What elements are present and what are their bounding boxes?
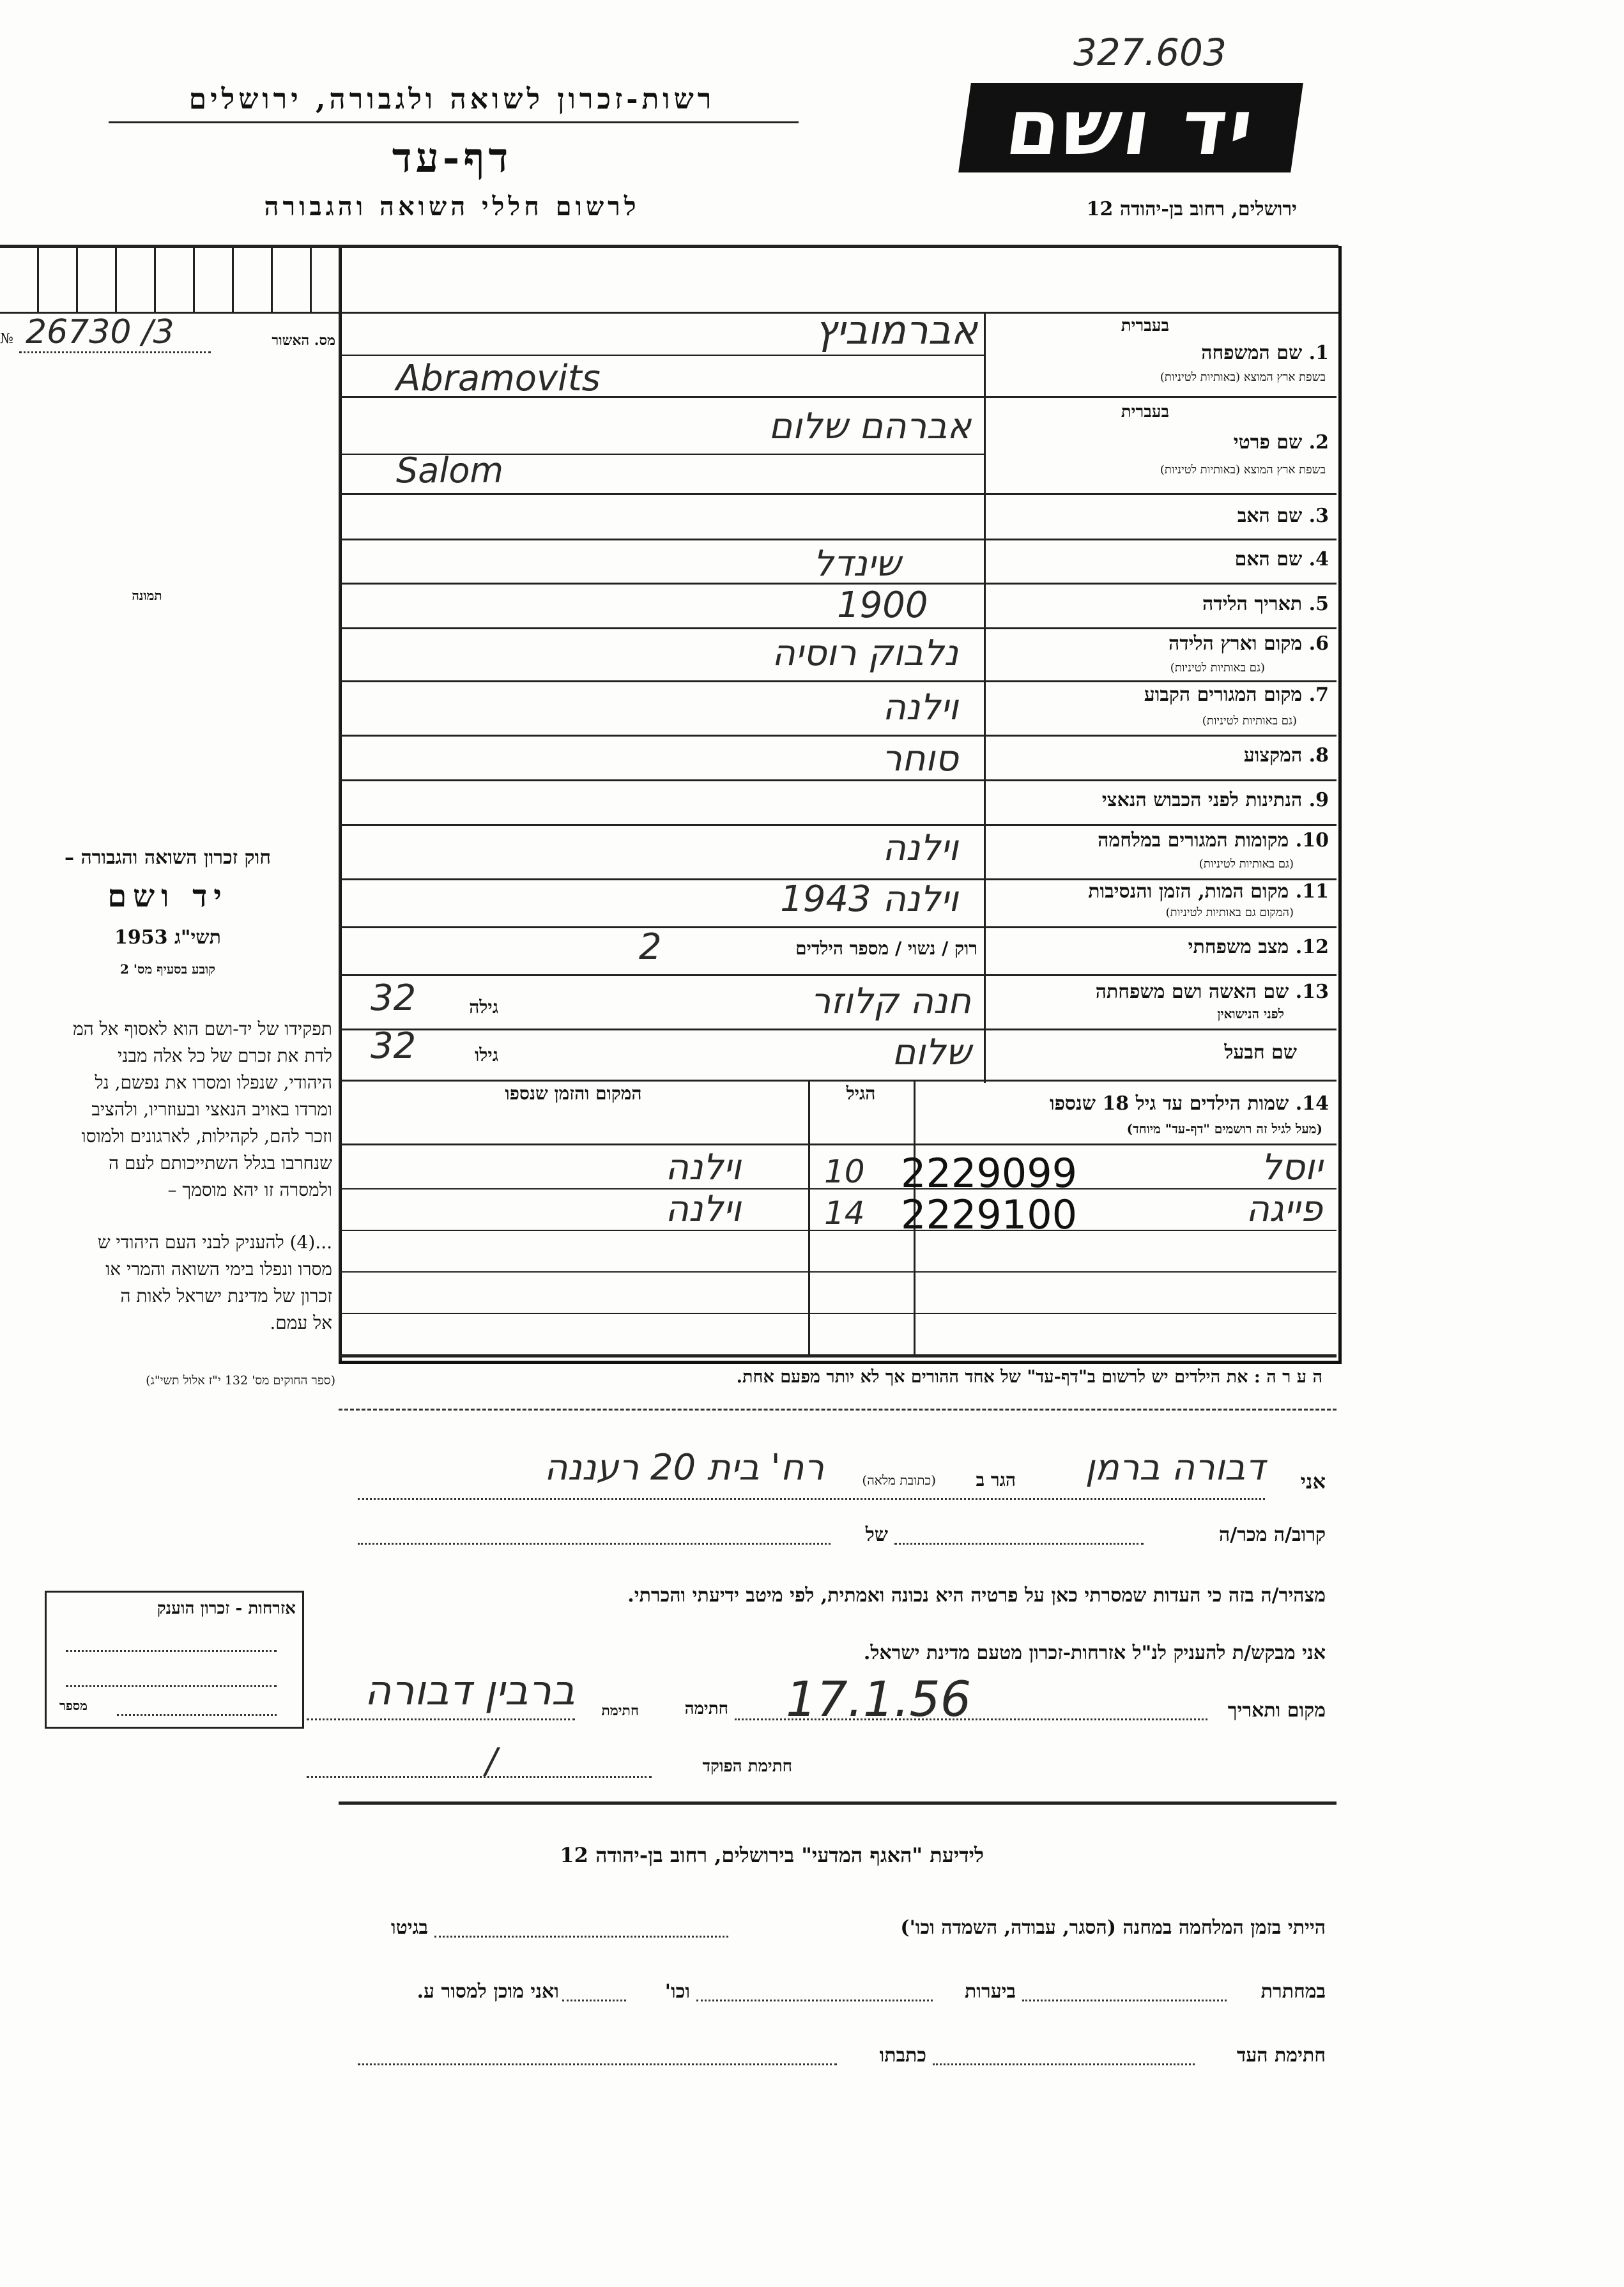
law-line: ...(4) להעניק לבני העם היהודי ש bbox=[97, 1232, 332, 1253]
logo-text: יד ושם bbox=[1000, 83, 1261, 172]
field11-value[interactable]: וילנה 1943 bbox=[780, 878, 958, 920]
field8-value[interactable]: סוחר bbox=[882, 738, 958, 779]
field13-num: 13. bbox=[1295, 981, 1329, 1003]
footer-dots bbox=[696, 2000, 933, 2001]
field1-text: שם המשפחה bbox=[1201, 342, 1303, 364]
field13-text: שם האשה ושם משפחתה bbox=[1095, 981, 1289, 1003]
children-title-text: שמות הילדים עד גיל 18 שנספו bbox=[1049, 1092, 1289, 1115]
field5-label bbox=[990, 593, 1329, 615]
decl-place-date[interactable]: 17.1.56 bbox=[786, 1671, 972, 1727]
field1-lang2: בשפת ארץ המוצא (באותיות לטיניות) bbox=[1160, 371, 1326, 384]
authority-title: רשות-זכרון לשואה ולגבורה, ירושלים bbox=[188, 83, 716, 116]
citizenship-title: אזרחות - זכרון הוענק bbox=[157, 1599, 296, 1618]
field4-text: שם האם bbox=[1234, 548, 1303, 570]
decl-ani: אני bbox=[1300, 1469, 1326, 1494]
law-line: היהודי, שנפלו ומסרו את נפשם, נל bbox=[95, 1072, 332, 1093]
field9-num: 9. bbox=[1308, 789, 1329, 811]
field1-num: 1. bbox=[1308, 342, 1329, 364]
row-sep bbox=[339, 680, 1337, 682]
children-row-sep bbox=[339, 1271, 1337, 1273]
law-section: קובע בסעיף מס' 2 bbox=[120, 961, 215, 977]
decl-dots bbox=[735, 1718, 1207, 1720]
field13-age[interactable]: 32 bbox=[371, 977, 417, 1019]
field10-value[interactable]: וילנה bbox=[882, 827, 958, 869]
decl-dots bbox=[307, 1718, 575, 1720]
field6-text: מקום וארץ הלידה bbox=[1168, 632, 1303, 655]
law-footnote: (ספר החוקים מס' 132 י"ז אלול תשי"ג) bbox=[146, 1373, 335, 1388]
husband-label: שם חבעל bbox=[1224, 1041, 1297, 1064]
footer-line2-d: ואני מוכן למסור ע. bbox=[417, 1980, 559, 2003]
photo-label: תמונה bbox=[132, 588, 162, 603]
note-line: ה ע ר ה : את הילדים יש לרשום ב"דף-עד" של אחד ההורים אך לא יותר מפעם אחת. bbox=[736, 1367, 1322, 1387]
row-sep bbox=[339, 926, 1337, 928]
decl-gar: הגר ב bbox=[976, 1469, 1016, 1490]
citizenship-number-label: מספר bbox=[59, 1698, 88, 1713]
law-year: תשי"ג 1953 bbox=[114, 926, 221, 949]
field2-label bbox=[990, 431, 1329, 454]
decl-dots bbox=[358, 1543, 831, 1545]
footer-heading: לידיעת "האגף המדעי" בירושלים, רחוב בן-יהודה 12 bbox=[560, 1843, 984, 1867]
decl-relative: קרוב/ה מכר/ה bbox=[1219, 1524, 1326, 1546]
footer-line2-a: במחתרת bbox=[1260, 1980, 1326, 2003]
row-sep bbox=[339, 493, 1337, 495]
row-sep bbox=[339, 1029, 1337, 1030]
field11-label bbox=[990, 880, 1329, 903]
row-sep bbox=[339, 974, 1337, 976]
decl-request: אני מבקש/ת להעניק לנ"ל אזרחות-זכרון מטעם מדינת ישראל. bbox=[863, 1642, 1326, 1664]
field13-value[interactable]: חנה קלוזר bbox=[810, 981, 971, 1022]
field3-label bbox=[990, 505, 1329, 527]
yad-vashem-logo bbox=[958, 83, 1303, 172]
field12-num: 12. bbox=[1295, 936, 1329, 958]
field7-label bbox=[990, 684, 1329, 706]
field11-text: מקום המות, הזמן והנסיבות bbox=[1088, 880, 1289, 903]
children-title bbox=[920, 1092, 1329, 1115]
children-note: (מעל לגיל זה רושמים "דף-עד" מיוחד) bbox=[1126, 1121, 1322, 1136]
field12-value[interactable]: 2 bbox=[639, 926, 662, 968]
field2-lang1: בעברית bbox=[1121, 402, 1169, 422]
field3-text: שם האב bbox=[1237, 505, 1303, 527]
field10-label bbox=[990, 829, 1329, 852]
field13-sub: לפני הנישואין bbox=[1217, 1006, 1284, 1021]
field6-value[interactable]: נלבוק רוסיה bbox=[772, 632, 958, 674]
field5-text: תאריך הלידה bbox=[1202, 593, 1303, 615]
field4-label bbox=[990, 548, 1329, 570]
decl-official-label: חתימת הפוקד bbox=[702, 1757, 792, 1776]
field4-value[interactable]: שינדל bbox=[813, 543, 901, 585]
field10-num: 10. bbox=[1295, 829, 1329, 852]
field12-options: רוק / נשוי / מספר הילדים bbox=[795, 938, 977, 959]
child-age[interactable]: 10 bbox=[824, 1153, 865, 1190]
child-id: 2229099 bbox=[901, 1150, 1078, 1197]
field7-value[interactable]: וילנה bbox=[882, 687, 958, 728]
footer-line2-b: ביערות bbox=[964, 1980, 1016, 2003]
citizenship-dots bbox=[66, 1685, 277, 1687]
footer-line1-b: בגיטו bbox=[390, 1916, 428, 1939]
row-sep bbox=[339, 1080, 1337, 1082]
footer-line3-a: חתימת העד bbox=[1236, 2044, 1326, 2067]
field13-age-label: גילה bbox=[469, 997, 498, 1018]
header-rule bbox=[0, 312, 1338, 314]
form-subtitle: לרשום חללי השואה והגבורה bbox=[264, 192, 640, 222]
field10-text: מקומות המגורים במלחמה bbox=[1098, 829, 1289, 852]
row-sep bbox=[339, 735, 1337, 737]
row-sep bbox=[339, 627, 1337, 629]
field5-value[interactable]: 1900 bbox=[837, 585, 928, 626]
registration-no-prefix: № bbox=[0, 331, 13, 347]
field1-label bbox=[990, 342, 1329, 364]
field7-sub: (גם באותיות לטיניות) bbox=[1202, 714, 1297, 728]
footer-line3-b: כתבתו bbox=[879, 2044, 926, 2067]
field8-text: המקצוע bbox=[1243, 744, 1303, 767]
decl-signature[interactable]: ברבין דבורה bbox=[364, 1667, 575, 1715]
footer-top-rule bbox=[339, 1801, 1337, 1805]
decl-full-addr: (כתובת מלאה) bbox=[862, 1472, 936, 1488]
field13-label bbox=[990, 981, 1329, 1003]
field6-num: 6. bbox=[1308, 632, 1329, 655]
row-sep bbox=[339, 779, 1337, 781]
archive-serial: 327.603 bbox=[1073, 31, 1227, 74]
citizenship-dots bbox=[66, 1650, 277, 1652]
field1-value-latin[interactable]: Abramovits bbox=[396, 358, 601, 399]
law-text bbox=[0, 1016, 332, 1336]
children-col-place: המקום והזמן שנספו bbox=[505, 1083, 642, 1104]
children-row-sep bbox=[339, 1313, 1337, 1314]
field6-sub: (גם באותיות לטיניות) bbox=[1170, 661, 1265, 675]
decl-dots bbox=[358, 1498, 1265, 1500]
field5-num: 5. bbox=[1308, 593, 1329, 615]
citizenship-dots bbox=[117, 1714, 277, 1716]
children-col-age: הגיל bbox=[846, 1083, 876, 1104]
field12-text: מצב משפחתי bbox=[1188, 936, 1289, 958]
child-age[interactable]: 14 bbox=[824, 1195, 865, 1232]
note-top-rule bbox=[339, 1354, 1337, 1358]
authority-underline bbox=[109, 121, 799, 123]
field2-num: 2. bbox=[1308, 431, 1329, 454]
form-title: דף-עד bbox=[392, 134, 512, 182]
decl-signature-label-small: חתימת bbox=[601, 1702, 639, 1719]
decl-dots bbox=[307, 1776, 652, 1778]
decl-statement: מצהיר/ה בזה כי העדות שמסרתי כאן על פרטיה היא נכונה ואמתית, לפי מיטב ידיעתי והכרתי. bbox=[627, 1584, 1326, 1607]
law-line: לדת את זכרם של כל אלה מבני bbox=[118, 1045, 332, 1066]
field8-label bbox=[990, 744, 1329, 767]
field2-lang2: בשפת ארץ המוצא (באותיות לטיניות) bbox=[1160, 463, 1326, 477]
citizenship-box bbox=[45, 1591, 304, 1729]
field2-value-he[interactable]: אברהם שלום bbox=[769, 406, 971, 447]
decl-place-date-label: מקום ותאריך bbox=[1227, 1699, 1326, 1722]
law-line: תפקידו של יד-ושם הוא לאסוף אל המ bbox=[73, 1018, 332, 1039]
footer-line1-a: הייתי בזמן המלחמה במחנה (הסגר, עבודה, השמדה וכו') bbox=[900, 1916, 1326, 1939]
field7-num: 7. bbox=[1308, 684, 1329, 706]
child-place[interactable]: וילנה bbox=[665, 1147, 741, 1188]
row-sep bbox=[339, 539, 1337, 540]
law-name: יד ושם bbox=[107, 878, 228, 914]
law-line: ולמסרה זו יהא מוסמך – bbox=[167, 1179, 332, 1200]
field9-label bbox=[990, 789, 1329, 811]
child-place[interactable]: וילנה bbox=[665, 1188, 741, 1230]
children-header-rule bbox=[339, 1144, 1337, 1145]
registration-dots bbox=[19, 351, 211, 353]
footer-line2-c: וכו' bbox=[664, 1980, 690, 2003]
value-column-left-edge bbox=[339, 246, 341, 1361]
decl-signature-label: חתימה bbox=[684, 1699, 728, 1718]
field2-text: שם פרטי bbox=[1233, 431, 1303, 454]
field1-lang1: בעברית bbox=[1121, 316, 1169, 335]
child-name[interactable]: פייגה bbox=[1246, 1188, 1322, 1230]
law-line: מסרו ונפלו בימי השואה והמרי או bbox=[105, 1258, 332, 1280]
label-column-divider bbox=[984, 313, 986, 1083]
field7-text: מקום המגורים הקבוע bbox=[1144, 684, 1303, 706]
decl-official[interactable]: / bbox=[486, 1741, 498, 1781]
child-name[interactable]: יוסל bbox=[1261, 1147, 1322, 1188]
law-line: ומרדו באויב הנאצי ובעוזריו, ולהציב bbox=[91, 1099, 332, 1120]
footer-dots bbox=[1022, 2000, 1227, 2001]
field11-num: 11. bbox=[1295, 880, 1329, 903]
row-sep bbox=[339, 824, 1337, 826]
registration-number: 26730 /3 bbox=[26, 313, 174, 351]
husband-age-label: גילו bbox=[475, 1044, 498, 1066]
field10-sub: (גם באותיות לטיניות) bbox=[1199, 857, 1294, 871]
law-line: שנחרבו בגלל השתייכותם לעם ה bbox=[108, 1152, 332, 1174]
husband-age[interactable]: 32 bbox=[371, 1025, 417, 1067]
footer-dots bbox=[434, 1936, 728, 1938]
file-boxes bbox=[0, 248, 339, 312]
field4-num: 4. bbox=[1308, 548, 1329, 570]
field6-label bbox=[990, 632, 1329, 655]
footer-dots bbox=[358, 2063, 837, 2065]
header-address: ירושלים, רחוב בן-יהודה 12 bbox=[1086, 198, 1297, 220]
law-line: זכרון של מדינת ישראל לאות ה bbox=[120, 1285, 332, 1306]
field9-text: הנתינות לפני הכבוש הנאצי bbox=[1101, 789, 1303, 811]
decl-dots bbox=[894, 1543, 1144, 1545]
registration-label: מס. האשור bbox=[272, 332, 335, 349]
children-num: 14. bbox=[1295, 1092, 1329, 1115]
footer-dots bbox=[562, 2000, 626, 2001]
note-bottom-rule bbox=[339, 1409, 1337, 1411]
field3-num: 3. bbox=[1308, 505, 1329, 527]
field8-num: 8. bbox=[1308, 744, 1329, 767]
row-subline bbox=[339, 355, 984, 356]
child-id: 2229100 bbox=[901, 1191, 1078, 1238]
decl-shel: של bbox=[865, 1524, 888, 1546]
law-line: אל עמם. bbox=[270, 1312, 332, 1333]
field12-label bbox=[990, 936, 1329, 958]
decl-address[interactable]: רח' בית 20 רעננה bbox=[544, 1447, 824, 1488]
field1-value-he[interactable]: אברמוביץ bbox=[815, 307, 977, 353]
law-line: וזכר להם, לקהילות, לארגונים ולמוסו bbox=[81, 1126, 332, 1147]
footer-dots bbox=[933, 2063, 1195, 2065]
field11-sub: (המקום גם באותיות לטיניות) bbox=[1165, 906, 1294, 919]
law-title: חוק זכרון השואה והגבורה – bbox=[65, 846, 271, 869]
husband-value[interactable]: שלום bbox=[892, 1032, 971, 1073]
decl-name[interactable]: דבורה ברמן bbox=[1085, 1447, 1265, 1488]
field2-value-latin[interactable]: Salom bbox=[396, 450, 504, 491]
